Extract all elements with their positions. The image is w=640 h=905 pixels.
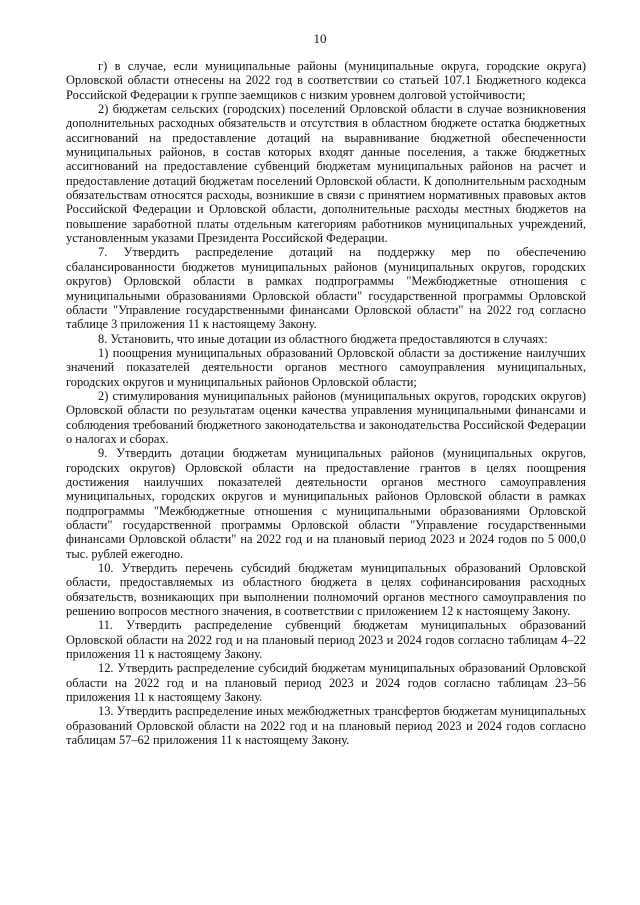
- paragraph-clause-8-item-1: 1) поощрения муниципальных образований Орловской области за достижение наилучших значений показателей деятельности органов местного самоуправления муниципальных, городских округов и муниципальных районов Орловской области;: [66, 345, 586, 389]
- paragraph-clause-7: 7. Утвердить распределение дотаций на поддержку мер по обеспечению сбалансированности бюджетов муниципальных районов (муниципальных округов, городских округов) Орловской области в рамках подпрограммы "Межбюджетные отношения с муниципальными образованиями Орловской области" государственной программы Орловской области "Управление государственными финансами Орловской области" на 2022 год согласно таблице 3 приложения 11 к настоящему Закону.: [66, 245, 586, 332]
- paragraph-clause-11: 11. Утвердить распределение субвенций бюджетам муниципальных образований Орловской области на 2022 год и на плановый период 2023 и 2024 годов согласно таблицам 4–22 приложения 11 к настоящему Закону.: [66, 618, 586, 662]
- paragraph-item-2-settlements: 2) бюджетам сельских (городских) поселений Орловской области в случае возникновения дополнительных расходных обязательств и отсутствия в областном бюджете остатка бюджетных ассигнований на предоставление дотаций на выравнивание бюджетной обеспеченности муниципальных районов, в состав которых входят данные поселения, а также бюджетных ассигнований на предоставление субвенций бюджетам муниципальных районов на расчет и предоставление дотаций бюджетам поселений Орловской области. К дополнительным расходным обязательствам относятся расходы, возникшие в связи с принятием нормативных правовых актов Российской Федерации и Орловской области, дополнительные расходы местных бюджетов на повышение заработной платы отдельным категориям работников муниципальных учреждений, установленным указами Президента Российской Федерации.: [66, 102, 586, 246]
- page-number: 10: [313, 31, 327, 46]
- paragraph-clause-12: 12. Утвердить распределение субсидий бюджетам муниципальных образований Орловской области на 2022 год и на плановый период 2023 и 2024 годов согласно таблицам 23–56 приложения 11 к настоящему Закону.: [66, 661, 586, 705]
- paragraph-clause-13: 13. Утвердить распределение иных межбюджетных трансфертов бюджетам муниципальных образований Орловской области на 2022 год и на плановый период 2023 и 2024 годов согласно таблицам 57–62 приложения 11 к настоящему Закону.: [66, 704, 586, 748]
- paragraph-item-g: г) в случае, если муниципальные районы (муниципальные округа, городские округа) Орловской области отнесены на 2022 год в соответствии со статьей 107.1 Бюджетного кодекса Российской Федерации к группе заемщиков с низким уровнем долговой устойчивости;: [66, 59, 586, 102]
- paragraph-clause-8: 8. Установить, что иные дотации из областного бюджета предоставляются в случаях:: [98, 331, 548, 346]
- paragraph-clause-9: 9. Утвердить дотации бюджетам муниципальных районов (муниципальных округов, городских округов) Орловской области на предоставление грантов в целях поощрения достижения наилучших показателей деятельности органов местного самоуправления муниципальных, городских округов и муниципальных районов Орловской области в рамках подпрограммы "Межбюджетные отношения с муниципальными образованиями Орловской области" государственной программы Орловской области "Управление государственными финансами Орловской области" на 2022 год и на плановый период 2023 и 2024 годов по 5 000,0 тыс. рублей ежегодно.: [66, 446, 586, 561]
- paragraph-clause-10: 10. Утвердить перечень субсидий бюджетам муниципальных образований Орловской области, предоставляемых из областного бюджета в целях софинансирования расходных обязательств, возникающих при выполнении полномочий органов местного самоуправления по решению вопросов местного значения, в соответствии с приложением 12 к настоящему Закону.: [66, 561, 586, 619]
- paragraph-clause-8-item-2: 2) стимулирования муниципальных районов (муниципальных округов, городских округов) Орловской области по результатам оценки качества управления муниципальными финансами и соблюдения требований бюджетного законодательства и законодательства Российской Федерации о налогах и сборах.: [66, 388, 586, 446]
- document-body: [66, 59, 586, 748]
